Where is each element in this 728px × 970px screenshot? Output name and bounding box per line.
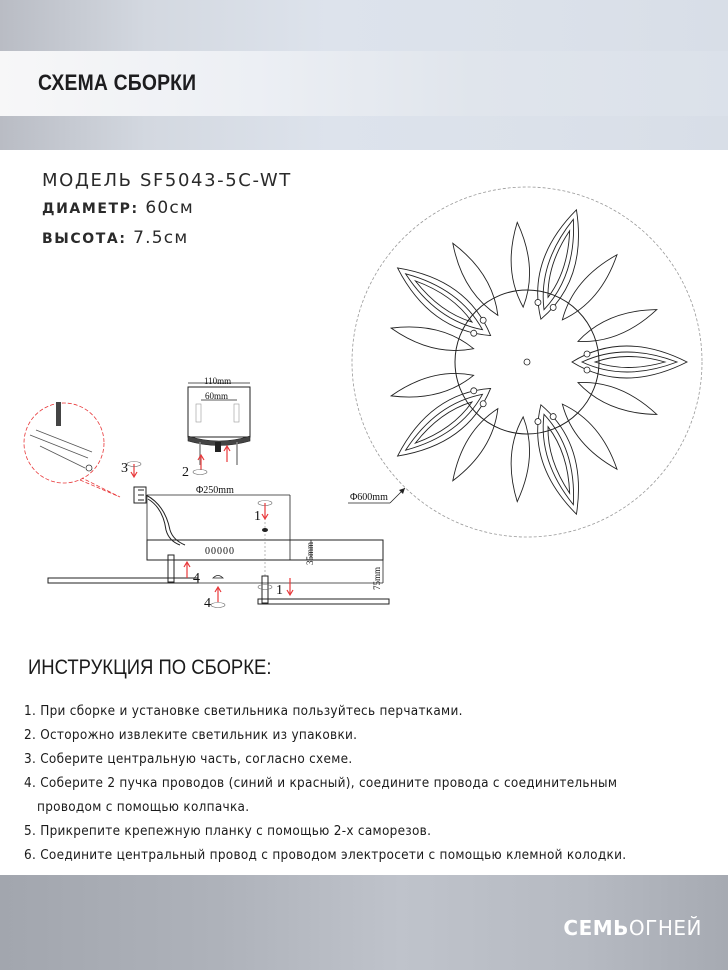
diameter-value: 60см <box>145 198 194 218</box>
model-value: SF5043-5C-WT <box>139 170 292 191</box>
petal-outline <box>575 301 661 350</box>
mount-hole <box>584 351 590 357</box>
mount-hole <box>534 418 542 426</box>
mount-hole <box>470 387 478 395</box>
brand-logo <box>563 916 702 940</box>
lamp-top-view <box>352 187 702 537</box>
petal-outline <box>389 367 476 405</box>
step-marker-3: 3 <box>121 461 128 476</box>
diameter-label: ДИАМЕТР: <box>42 201 139 217</box>
petal-group <box>362 191 687 533</box>
total-height-label: 75mm <box>372 566 382 590</box>
petal-cluster <box>362 339 526 505</box>
base-diameter-label: Φ250mm <box>196 485 234 496</box>
model-label: МОДЕЛЬ <box>42 170 133 191</box>
bracket-hole-spacing-label: 60mm <box>205 391 229 401</box>
instructions-list <box>24 700 672 868</box>
instruction-step: 5. Прикрепите крепежную планку с помощью 2-х саморезов. <box>24 824 432 839</box>
center-hole <box>524 359 530 365</box>
height-label: ВЫСОТА: <box>42 231 127 247</box>
height-value: 7.5см <box>133 228 189 248</box>
mount-hole <box>584 367 590 373</box>
petal-outline <box>388 376 500 469</box>
bracket-width-label: 110mm <box>204 376 232 386</box>
outer-diameter-circle <box>352 187 702 537</box>
step-marker-1a: 1 <box>254 509 261 524</box>
step-marker-4b: 4 <box>204 596 211 611</box>
page-title: СХЕМА СБОРКИ <box>38 70 197 95</box>
mount-hole <box>534 299 542 307</box>
instruction-step: 4. Соберите 2 пучка проводов (синий и красный), соедините провода с соединительным проводом с помощью колпачка. <box>24 776 618 815</box>
petal-outline <box>508 416 532 502</box>
lamp-diameter-callout <box>348 488 405 503</box>
connector-detail-callout <box>24 402 120 497</box>
brand-bold: СЕМЬ <box>563 916 629 940</box>
petal-outline <box>389 319 476 357</box>
petal-outline <box>388 255 500 348</box>
petal-cluster <box>572 301 687 423</box>
petal-outline <box>445 239 505 321</box>
lamp-diameter-label: Φ600mm <box>350 492 388 503</box>
petal-cluster <box>362 219 526 385</box>
step-marker-4a: 4 <box>193 571 200 586</box>
petal-outline <box>595 357 665 368</box>
petal-outline <box>508 222 532 308</box>
base-label: 00000 <box>205 546 235 557</box>
petal-outline <box>412 398 475 448</box>
brand-light: ОГНЕЙ <box>628 916 702 940</box>
petal-cluster <box>483 386 634 533</box>
step-marker-1b: 1 <box>276 583 283 598</box>
petal-outline <box>445 404 505 486</box>
petal-outline <box>572 346 687 378</box>
petal-outline <box>526 400 592 519</box>
petal-outline <box>526 205 592 324</box>
mount-hole <box>479 400 487 408</box>
step-marker-2: 2 <box>182 465 189 480</box>
mount-hole <box>470 329 478 337</box>
instruction-step: 3. Соберите центральную часть, согласно схеме. <box>24 752 353 767</box>
mount-hole <box>479 316 487 324</box>
petal-cluster <box>483 191 634 338</box>
lamp-side-view <box>48 461 389 611</box>
instruction-step: 6. Соедините центральный провод с проводом электросети с помощью клемной колодки. <box>24 848 627 863</box>
instructions-title: ИНСТРУКЦИЯ ПО СБОРКЕ: <box>28 656 272 679</box>
instruction-step: 2. Осторожно извлеките светильник из упаковки. <box>24 728 358 743</box>
mounting-bracket <box>182 376 250 480</box>
base-height-label: 35mm <box>305 541 315 565</box>
instruction-step: 1. При сборке и установке светильника пользуйтесь перчатками. <box>24 704 463 719</box>
petal-outline <box>575 374 661 423</box>
petal-outline <box>412 276 475 326</box>
